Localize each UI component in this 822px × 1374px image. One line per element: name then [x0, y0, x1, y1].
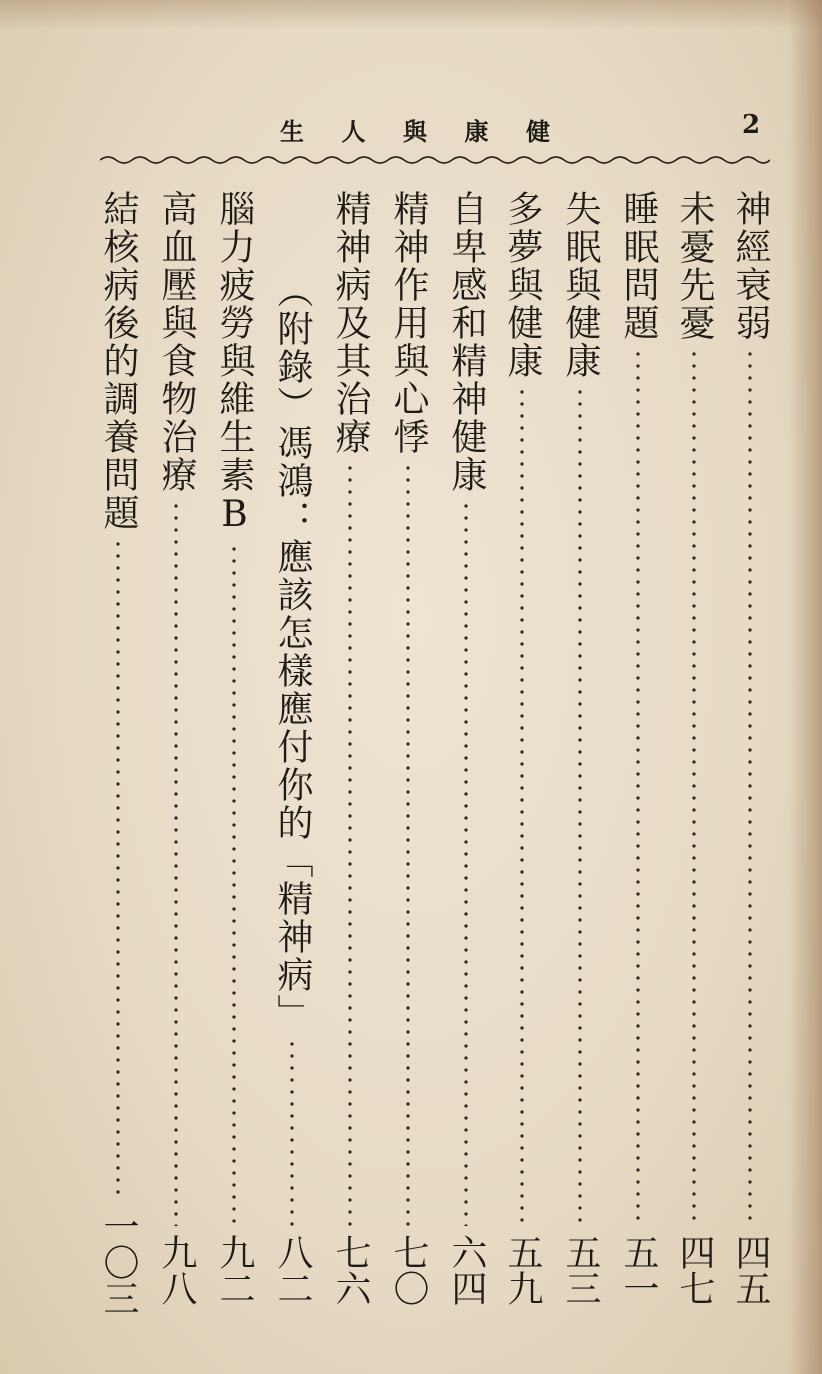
page-shadow-right	[788, 0, 822, 1374]
toc-entry-page: 六四	[446, 1234, 487, 1306]
toc-entry[interactable]	[500, 190, 544, 1330]
toc-entry[interactable]	[616, 190, 660, 1330]
toc-entry[interactable]	[558, 190, 602, 1330]
toc-entry-title: 高血壓與食物治療	[156, 190, 197, 494]
toc-entry-title: 神經衰弱	[730, 190, 771, 342]
toc-entry-title: 腦力疲勞與維生素B	[214, 190, 255, 537]
running-head-char: 人	[341, 117, 366, 146]
dot-leader	[578, 386, 582, 1226]
toc-entry-title: ︵附錄︶馮鴻：應該怎樣應付你的「精神病」	[272, 272, 313, 1032]
dot-leader	[348, 462, 352, 1226]
toc-entry-title: 多夢與健康	[502, 190, 543, 380]
dot-leader	[520, 386, 524, 1226]
page-number: 2	[742, 110, 761, 140]
dot-leader	[692, 348, 696, 1226]
toc-entry-appendix[interactable]	[270, 272, 314, 1330]
toc-entry-page: 四七	[674, 1234, 715, 1306]
toc-entry[interactable]	[154, 190, 198, 1330]
toc-entry-page: 八二	[272, 1234, 313, 1306]
dot-leader	[232, 543, 236, 1226]
toc-entry-page: 九八	[156, 1234, 197, 1306]
running-head-char: 與	[403, 117, 427, 146]
dot-leader	[174, 500, 178, 1226]
toc-entry-page: 七〇	[388, 1234, 429, 1306]
toc-entry-title: 精神作用與心悸	[388, 190, 429, 456]
page-shadow-top	[0, 0, 822, 30]
toc-entry[interactable]	[672, 190, 716, 1330]
toc-entry-title: 睡眠問題	[618, 190, 659, 342]
toc-entry[interactable]	[444, 190, 488, 1330]
toc-entry-page: 五一	[618, 1234, 659, 1306]
toc-entry-page: 五九	[502, 1234, 543, 1306]
toc-entry-title: 精神病及其治療	[330, 190, 371, 456]
dot-leader	[406, 462, 410, 1226]
toc-entry-title: 失眠與健康	[560, 190, 601, 380]
toc-entry-page: 一〇三	[98, 1208, 139, 1316]
dot-leader	[636, 348, 640, 1226]
toc-entry-title: 結核病後的調養問題	[98, 190, 139, 532]
wavy-rule	[100, 150, 770, 170]
toc-entry[interactable]	[728, 190, 772, 1330]
toc-entry[interactable]	[96, 190, 140, 1340]
running-head-char: 康	[464, 117, 489, 146]
toc-entry[interactable]	[212, 190, 256, 1330]
dot-leader	[290, 1038, 294, 1226]
running-head	[280, 112, 550, 147]
dot-leader	[116, 538, 120, 1200]
toc-entry-page: 四五	[730, 1234, 771, 1306]
toc-entry[interactable]	[328, 190, 372, 1330]
toc-entry-page: 七六	[330, 1234, 371, 1306]
toc-entry-title: 未憂先憂	[674, 190, 715, 342]
dot-leader	[748, 348, 752, 1226]
running-head-char: 生	[280, 117, 304, 146]
dot-leader	[464, 500, 468, 1226]
toc-entry[interactable]	[386, 190, 430, 1330]
toc-entry-page: 九二	[214, 1234, 255, 1306]
toc-entry-title: 自卑感和精神健康	[446, 190, 487, 494]
running-head-char: 健	[526, 117, 550, 146]
toc-entry-page: 五三	[560, 1234, 601, 1306]
